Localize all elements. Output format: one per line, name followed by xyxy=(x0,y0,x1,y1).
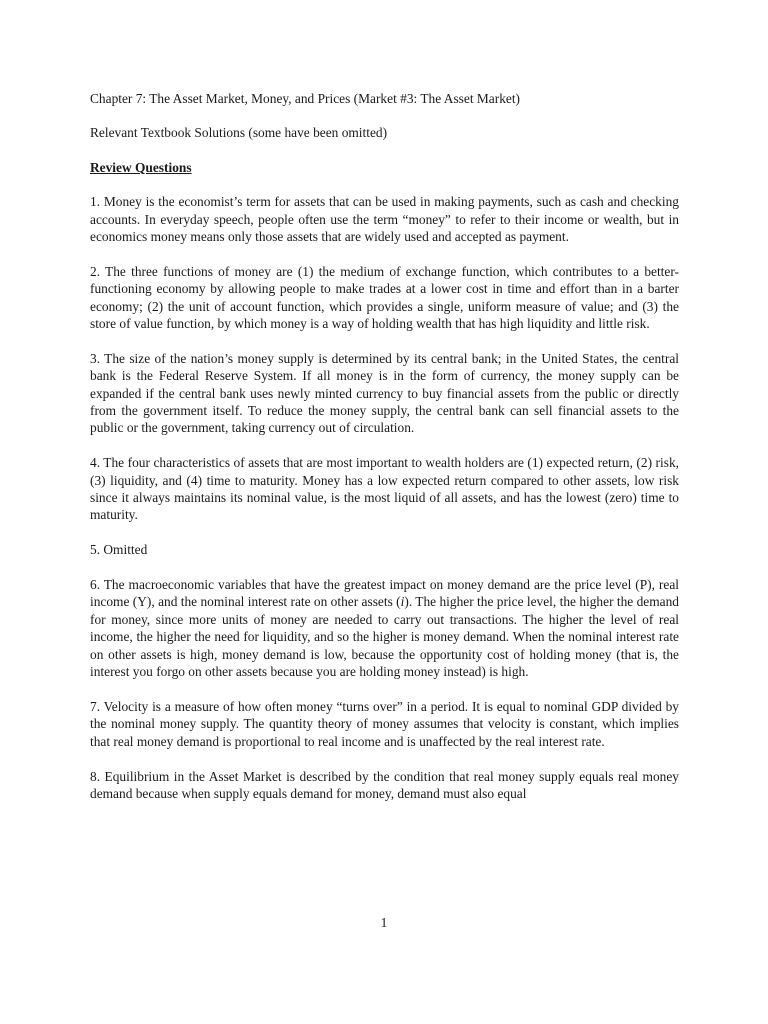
page-number: 1 xyxy=(380,915,388,930)
chapter-title: Chapter 7: The Asset Market, Money, and Prices (Market #3: The Asset Market) xyxy=(90,91,521,106)
paragraph-5: 5. Omitted xyxy=(90,542,148,558)
paragraph-3: 3. The size of the nation’s money supply is determined by its central bank; in the United States, the central bank is the Federal Reserve System. If all money is in the form of currency, the money supply can be expanded if the central bank uses newly minted currency to buy financial assets from the public or directly from the government itself. To reduce the money supply, the central bank can sell financial assets to the public or the government, taking currency out of circulation. xyxy=(90,350,679,436)
paragraph-7: 7. Velocity is a measure of how often money “turns over” in a period. It is equal to nominal GDP divided by the nominal money supply. The quantity theory of money assumes that velocity is constant, which implies that real money demand is proportional to real income and is unaffected by the real interest rate. xyxy=(90,698,679,749)
subtitle: Relevant Textbook Solutions (some have been omitted) xyxy=(90,125,388,141)
italic-variable: i xyxy=(400,594,405,610)
paragraph-8: 8. Equilibrium in the Asset Market is described by the condition that real money supply equals real money demand because when supply equals demand for money, demand must also equal xyxy=(90,768,679,801)
section-heading: Review Questions xyxy=(90,159,192,175)
paragraph-2: 2. The three functions of money are (1) the medium of exchange function, which contributes to a better-functioning economy by allowing people to make trades at a lower cost in time and effort than in a barter economy; (2) the unit of account function, which provides a single, uniform measure of value; and (3) the store of value function, by which money is a way of holding wealth that has high liquidity and little risk. xyxy=(90,263,679,332)
document-page xyxy=(90,90,679,820)
paragraph-6: 6. The macroeconomic variables that have the greatest impact on money demand are the price level (P), real income (Y), and the nominal interest rate on other assets (i). The higher the price level, the higher the demand for money, since more units of money are needed to carry out transactions. The higher the level of real income, the higher the need for liquidity, and so the higher is money demand. When the nominal interest rate on other assets is high, money demand is low, because the opportunity cost of holding money (that is, the interest you forgo on other assets because you are holding money instead) is high. xyxy=(90,577,679,680)
paragraph-4: 4. The four characteristics of assets that are most important to wealth holders are (1) expected return, (2) risk, (3) liquidity, and (4) time to maturity. Money has a low expected return compared to other assets, low risk since it always maintains its nominal value, is the most liquid of all assets, and has the lowest (zero) time to maturity. xyxy=(90,455,679,523)
paragraph-1: 1. Money is the economist’s term for assets that can be used in making payments, such as cash and checking accounts. In everyday speech, people often use the term “money” to refer to their income or wealth, but in economics money means only those assets that are widely used and accepted as payment. xyxy=(90,194,679,245)
